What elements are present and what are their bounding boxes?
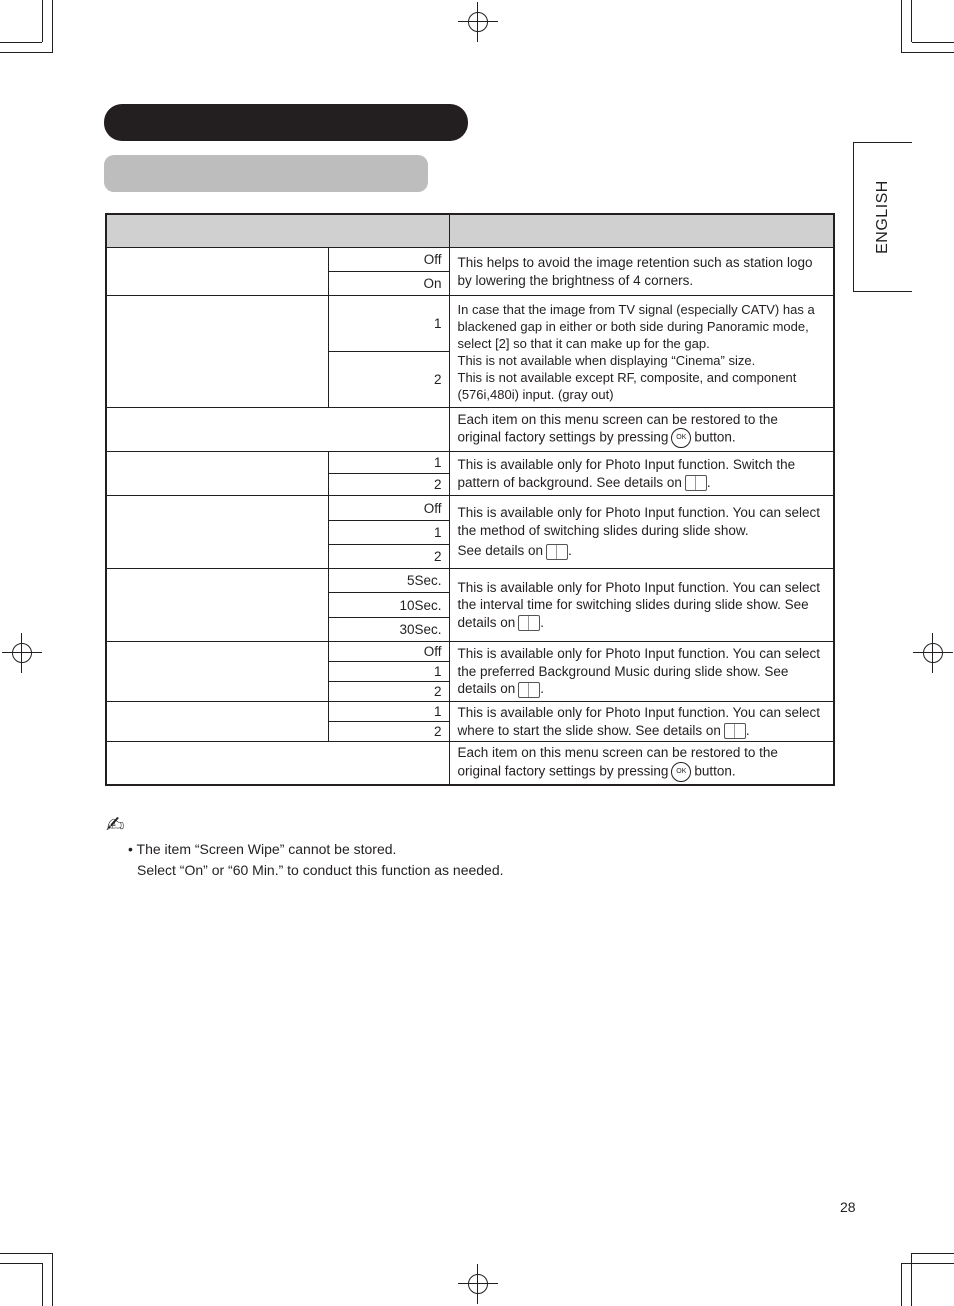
option-cell: 30Sec. — [328, 618, 449, 642]
table-row — [106, 452, 834, 474]
crop-mark — [901, 1263, 902, 1306]
book-reference-icon — [724, 723, 746, 739]
crop-mark — [901, 0, 902, 53]
description-text: This is available only for Photo Input function. You can select the interval time for switching slides during slide show. See details on — [457, 579, 820, 630]
description-text: button. — [694, 429, 736, 445]
description-text: This is available only for Photo Input function. You can select where to start the slide show. See details on — [457, 705, 820, 738]
note-line: Select “On” or “60 Min.” to conduct this function as needed. — [137, 862, 504, 878]
ok-button-icon: OK — [671, 428, 691, 448]
period: . — [540, 614, 545, 630]
page-number: 28 — [840, 1199, 856, 1215]
table-row — [106, 296, 834, 352]
table-row — [106, 496, 834, 521]
description-cell — [449, 408, 834, 452]
period: . — [745, 722, 750, 738]
description-text: This is available only for Photo Input function. Switch the pattern of background. See details on — [457, 457, 796, 490]
section-title-bar — [104, 104, 468, 141]
description-cell — [449, 702, 834, 742]
period: . — [540, 681, 545, 697]
option-cell: 2 — [328, 474, 449, 496]
item-cell — [106, 452, 328, 496]
description-cell — [449, 452, 834, 496]
book-reference-icon — [685, 475, 707, 491]
note-block — [128, 839, 504, 881]
description-cell: This helps to avoid the image retention such as station logo by lowering the brightness of 4 corners. — [449, 248, 834, 296]
registration-mark-left — [2, 633, 42, 673]
description-cell — [449, 742, 834, 785]
registration-mark-bottom — [458, 1264, 498, 1304]
option-cell: Off — [328, 642, 449, 662]
option-cell: 10Sec. — [328, 593, 449, 618]
table-row — [106, 408, 834, 452]
description-text: Each item on this menu screen can be restored to the original factory settings by pressing — [457, 745, 778, 779]
subsection-title-bar — [104, 155, 428, 192]
crop-mark — [52, 1253, 53, 1306]
period: . — [568, 543, 572, 559]
item-cell — [106, 408, 449, 452]
description-text: button. — [694, 763, 736, 779]
crop-mark — [911, 1253, 912, 1306]
description-text: Each item on this menu screen can be restored to the original factory settings by pressing — [457, 411, 778, 445]
language-tab — [853, 142, 912, 292]
book-reference-icon — [518, 682, 540, 698]
crop-mark — [42, 1263, 43, 1306]
crop-mark — [901, 1263, 954, 1264]
option-cell: 2 — [328, 352, 449, 408]
registration-mark-right — [913, 633, 953, 673]
header-cell-item — [106, 214, 449, 248]
table-row — [106, 569, 834, 593]
item-cell — [106, 296, 328, 408]
crop-mark — [0, 52, 53, 53]
registration-mark-top — [458, 2, 498, 42]
crop-mark — [52, 0, 53, 53]
item-cell — [106, 742, 449, 785]
option-cell: 1 — [328, 452, 449, 474]
item-cell — [106, 642, 328, 702]
menu-settings-table — [105, 213, 835, 786]
option-cell: 2 — [328, 722, 449, 742]
crop-mark — [0, 1263, 42, 1264]
crop-mark — [0, 1253, 53, 1254]
item-cell — [106, 702, 328, 742]
table-row — [106, 702, 834, 722]
crop-mark — [0, 42, 42, 43]
language-tab-label: ENGLISH — [874, 180, 891, 254]
description-cell — [449, 296, 834, 408]
description-line: In case that the image from TV signal (especially CATV) has a blackened gap in either or both side during Panoramic mode, select [2] so that it can make up for the gap. — [457, 301, 815, 351]
option-cell: 1 — [328, 662, 449, 682]
table-row — [106, 248, 834, 272]
note-pencil-icon: ✍ — [106, 812, 125, 837]
crop-mark — [901, 52, 954, 53]
option-cell: 2 — [328, 682, 449, 702]
option-cell: Off — [328, 496, 449, 521]
crop-mark — [42, 0, 43, 42]
option-cell: Off — [328, 248, 449, 272]
description-text: This is available only for Photo Input function. You can select the method of switching slides during slide show. — [457, 505, 820, 538]
book-reference-icon — [546, 544, 568, 560]
book-reference-icon — [518, 615, 540, 631]
description-text: See details on — [457, 543, 544, 559]
description-cell — [449, 569, 834, 642]
crop-mark — [911, 1253, 954, 1254]
note-line: • The item “Screen Wipe” cannot be stored. — [128, 841, 397, 857]
ok-button-icon: OK — [671, 762, 691, 782]
option-cell: 5Sec. — [328, 569, 449, 593]
option-cell: 1 — [328, 521, 449, 545]
crop-mark — [911, 0, 912, 42]
table-row — [106, 742, 834, 785]
period: . — [706, 474, 711, 490]
item-cell — [106, 569, 328, 642]
description-cell — [449, 496, 834, 569]
option-cell: 1 — [328, 296, 449, 352]
description-cell — [449, 642, 834, 702]
option-cell: 1 — [328, 702, 449, 722]
description-line: This is not available except RF, composite, and component (576i,480i) input. (gray out) — [457, 369, 797, 402]
item-cell — [106, 496, 328, 569]
item-cell — [106, 248, 328, 296]
crop-mark — [912, 42, 954, 43]
option-cell: 2 — [328, 545, 449, 569]
table-row — [106, 642, 834, 662]
description-line: This is not available when displaying “Cinema” size. — [457, 352, 756, 368]
header-cell-description — [449, 214, 834, 248]
description-text: This is available only for Photo Input function. You can select the preferred Background Music during slide show. See details on — [457, 646, 820, 697]
table-header-row — [106, 214, 834, 248]
option-cell: On — [328, 272, 449, 296]
